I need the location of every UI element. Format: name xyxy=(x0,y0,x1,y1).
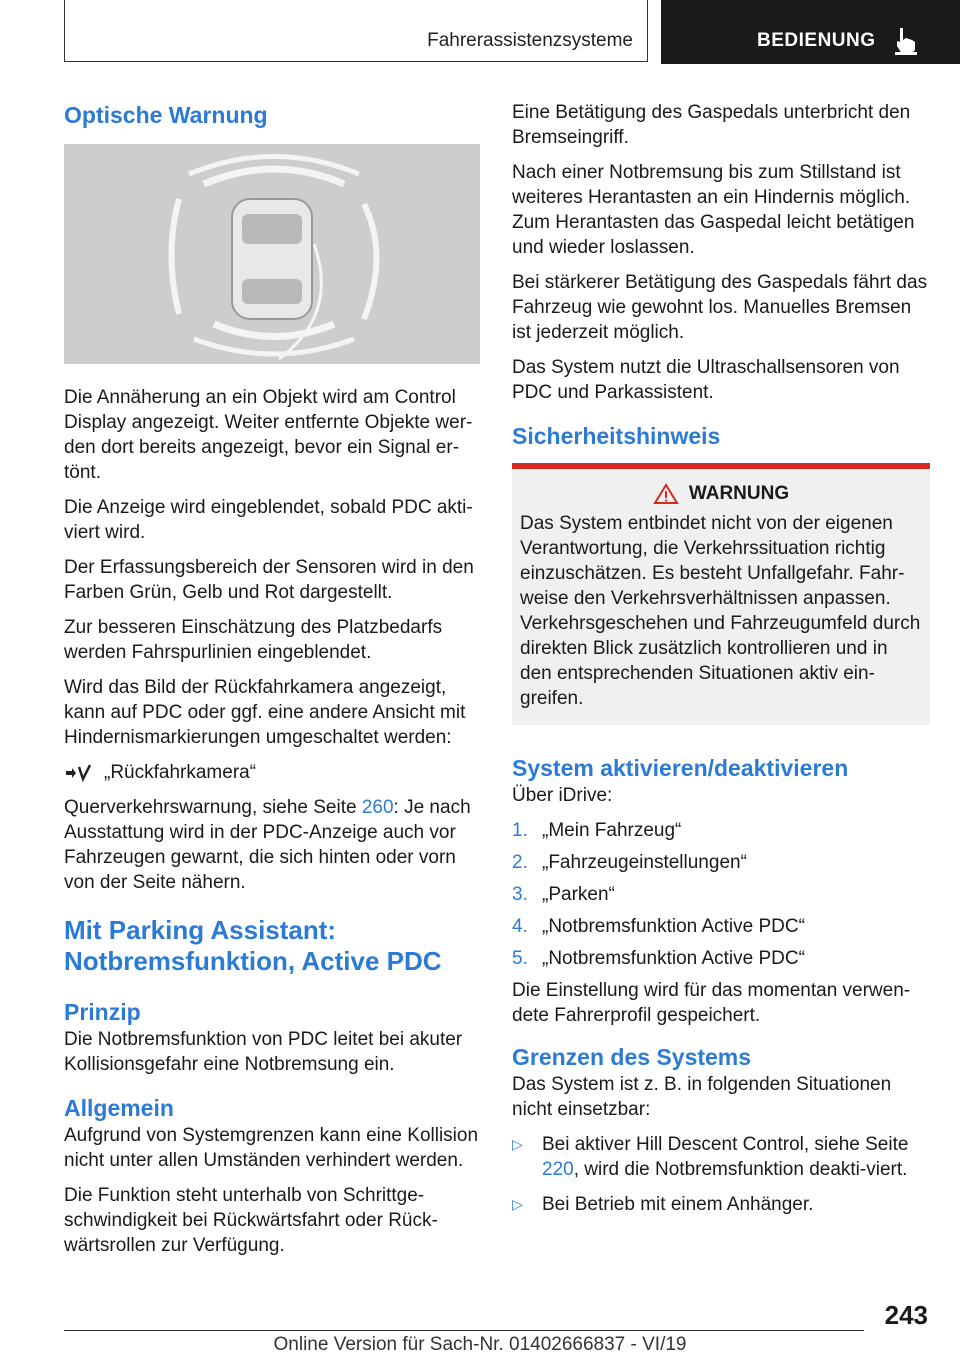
hand-pointer-icon xyxy=(893,26,919,56)
camera-label: „Rückfahrkamera“ xyxy=(104,762,257,783)
bullet-list xyxy=(512,1132,930,1217)
heading-optische-warnung: Optische Warnung xyxy=(64,102,268,128)
list-item: 2. „Fahrzeugeinstellungen“ xyxy=(512,852,747,873)
list-item: ▷ Bei Betrieb mit einem Anhänger. xyxy=(512,1194,814,1215)
paragraph: Das System ist z. B. in folgenden Situationen nicht einsetzbar: xyxy=(512,1074,892,1120)
list-item: ▷ Bei aktiver Hill Descent Control, siehe Seite 220, wird die Notbremsfunktion deakti-viert. xyxy=(512,1134,909,1180)
heading-parking-assistant: Mit Parking Assistant: Notbremsfunktion, Active PDC xyxy=(64,915,442,976)
page-link-260[interactable]: 260 xyxy=(361,797,394,818)
footer-divider xyxy=(64,1330,864,1331)
camera-line xyxy=(64,760,484,785)
paragraph: Bei stärkerer Betätigung des Gaspedals fährt das Fahrzeug wie gewohnt los. Manuelles Bremsen ist jederzeit möglich. xyxy=(512,272,928,343)
warning-text: Das System entbindet nicht von der eigenen Verantwortung, die Verkehrssituation richtig einzuschätzen. Es besteht Unfallgefahr. Fahr-weise den Verkehrsverhältnissen anpassen. Verkehrsgeschehen und Fahrzeugumfeld durch direkten Blick zusätzlich kontrollieren und in den entsprechenden Situationen aktiv ein-greifen. xyxy=(520,513,921,709)
rear-camera-icon xyxy=(64,763,92,783)
paragraph: Die Einstellung wird für das momentan verwen-dete Fahrerprofil gespeichert. xyxy=(512,980,911,1026)
warning-triangle-icon xyxy=(653,483,679,505)
paragraph: Nach einer Notbremsung bis zum Stillstand ist weiteres Herantasten an ein Hindernis möglich. Zum Herantasten das Gaspedal leicht betätigen und wieder loslassen. xyxy=(512,162,915,258)
header-chapter-tab xyxy=(661,0,960,64)
page-link-220[interactable]: 220 xyxy=(542,1159,574,1180)
left-column xyxy=(64,100,484,1268)
list-item: 3. „Parken“ xyxy=(512,884,615,905)
right-column xyxy=(512,100,930,1227)
heading-system-aktivieren: System aktivieren/deaktivieren xyxy=(512,755,849,781)
paragraph: Über iDrive: xyxy=(512,785,613,806)
header-chapter-title: BEDIENUNG xyxy=(757,30,876,51)
paragraph: Der Erfassungsbereich der Sensoren wird in den Farben Grün, Gelb und Rot dargestellt. xyxy=(64,557,474,603)
paragraph: Eine Betätigung des Gaspedals unterbricht den Bremseingriff. xyxy=(512,102,911,148)
header-section-tab xyxy=(64,0,648,62)
warning-header xyxy=(520,483,922,505)
steps-list xyxy=(512,818,930,971)
list-item: 5. „Notbremsfunktion Active PDC“ xyxy=(512,948,805,969)
header-section-title: Fahrerassistenzsysteme xyxy=(427,30,633,51)
footer-text: Online Version für Sach-Nr. 01402666837 - VI/19 xyxy=(273,1334,687,1355)
paragraph: Das System nutzt die Ultraschallsensoren von PDC und Parkassistent. xyxy=(512,357,900,403)
triangle-bullet-icon: ▷ xyxy=(512,1136,523,1152)
paragraph: Die Anzeige wird eingeblendet, sobald PDC akti-viert wird. xyxy=(64,497,473,543)
heading-prinzip: Prinzip xyxy=(64,999,141,1025)
list-item: 4. „Notbremsfunktion Active PDC“ xyxy=(512,916,805,937)
list-item: 1. „Mein Fahrzeug“ xyxy=(512,820,682,841)
pdc-illustration xyxy=(64,144,480,364)
paragraph: Zur besseren Einschätzung des Platzbedarfs werden Fahrspurlinien eingeblendet. xyxy=(64,617,443,663)
paragraph: Die Annäherung an ein Objekt wird am Control Display angezeigt. Weiter entfernte Objekte wer-den dort bereits angezeigt, bevor ein Signal er-tönt. xyxy=(64,387,473,483)
warning-box xyxy=(512,463,930,725)
paragraph: Aufgrund von Systemgrenzen kann eine Kollision nicht unter allen Umständen verhindert werden. xyxy=(64,1125,479,1171)
page-number: 243 xyxy=(884,1300,928,1330)
warning-title: WARNUNG xyxy=(688,483,790,504)
heading-allgemein: Allgemein xyxy=(64,1095,174,1121)
heading-grenzen: Grenzen des Systems xyxy=(512,1044,752,1070)
paragraph: Die Funktion steht unterhalb von Schrittge-schwindigkeit bei Rückwärtsfahrt oder Rück-wärtsrollen zur Verfügung. xyxy=(64,1185,438,1256)
paragraph: Die Notbremsfunktion von PDC leitet bei akuter Kollisionsgefahr eine Notbremsung ein. xyxy=(64,1029,463,1075)
triangle-bullet-icon: ▷ xyxy=(512,1196,523,1212)
heading-sicherheitshinweis: Sicherheitshinweis xyxy=(512,423,721,449)
paragraph: Wird das Bild der Rückfahrkamera angezeigt, kann auf PDC oder ggf. eine andere Ansicht mit Hindernismarkierungen umgeschaltet werden: xyxy=(64,677,466,748)
paragraph: Querverkehrswarnung, siehe Seite 260: Je nach Ausstattung wird in der PDC-Anzeige auch vor Fahrzeugen gewarnt, die sich hinten oder vorn von der Seite nähern. xyxy=(64,797,471,893)
